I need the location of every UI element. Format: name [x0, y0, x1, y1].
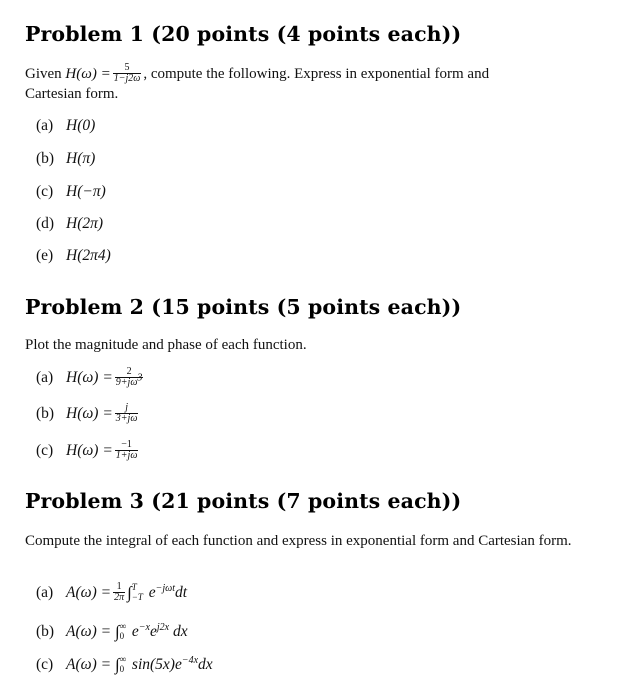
problem-3-intro: Compute the integral of each function and express in exponential form and Cartesian form. — [25, 533, 572, 549]
list-item: (a) A(ω) = $\frac{1}{2\pi}$ ∫ T −T $e^{-j\omega t}dt$ — [36, 580, 188, 603]
problem-2-intro: Plot the magnitude and phase of each function. — [25, 337, 307, 353]
problem-1-intro-given: Given — [25, 65, 62, 82]
given-numerator: 5 — [113, 63, 142, 74]
problem-2 — [25, 295, 595, 319]
given-denominator: 1−j2ω — [113, 73, 141, 84]
problem-1-given-fraction — [113, 63, 142, 84]
list-item: (c) A(ω) = ∫ ∞ 0 $\sin(5x)e^{-4x}dx$ — [36, 654, 213, 675]
list-item: (a) H(0) — [36, 117, 96, 134]
problem-1-intro-line2: Cartesian form. — [25, 86, 119, 102]
fraction: $\frac{j}{3+j\omega}$ — [115, 402, 138, 424]
problem-1-title: Problem 1 (20 points (4 points each)) — [25, 22, 462, 46]
list-item: (a) H(ω) = $\frac{2}{9+j\omega^3}$ — [36, 366, 143, 388]
fraction: $\frac{-1}{1+j\omega}$ — [115, 439, 138, 461]
list-item: (b) H(ω) = $\frac{j}{3+j\omega}$ — [36, 402, 138, 424]
fraction: $\frac{2}{9+j\omega^3}$ — [115, 366, 143, 388]
integral-sign: ∫ — [114, 622, 120, 641]
item-expression: H(2π4) — [66, 247, 111, 264]
problem-1-intro — [25, 64, 595, 103]
item-expression: H(π) — [66, 150, 96, 167]
fraction: $\frac{1}{2\pi}$ — [114, 580, 125, 603]
integral-sign: ∫ — [127, 583, 132, 602]
item-expression: H(2π) — [66, 215, 104, 232]
list-item: (b) H(π) — [36, 150, 96, 167]
list-item: (b) A(ω) = ∫ ∞ 0 $e^{-x}e^{j2x}$ dx — [36, 621, 188, 642]
list-item: (d) H(2π) — [36, 215, 104, 232]
list-item: (c) H(ω) = $\frac{-1}{1+j\omega}$ — [36, 439, 138, 461]
list-item: (c) H(−π) — [36, 183, 106, 200]
item-expression: H(−π) — [66, 183, 106, 200]
problem-1-intro-rest: , compute the following. Express in exponential form and — [143, 65, 490, 82]
problem-2-title: Problem 2 (15 points (5 points each)) — [25, 295, 462, 319]
problem-3-title: Problem 3 (21 points (7 points each)) — [25, 489, 462, 513]
problem-1-given-lhs: H(ω) = — [65, 65, 111, 82]
problem-3 — [25, 489, 595, 513]
list-item: (e) H(2π4) — [36, 247, 111, 264]
item-expression: H(0) — [66, 117, 96, 134]
problem-1 — [25, 22, 595, 46]
integral-sign: ∫ — [114, 655, 120, 674]
